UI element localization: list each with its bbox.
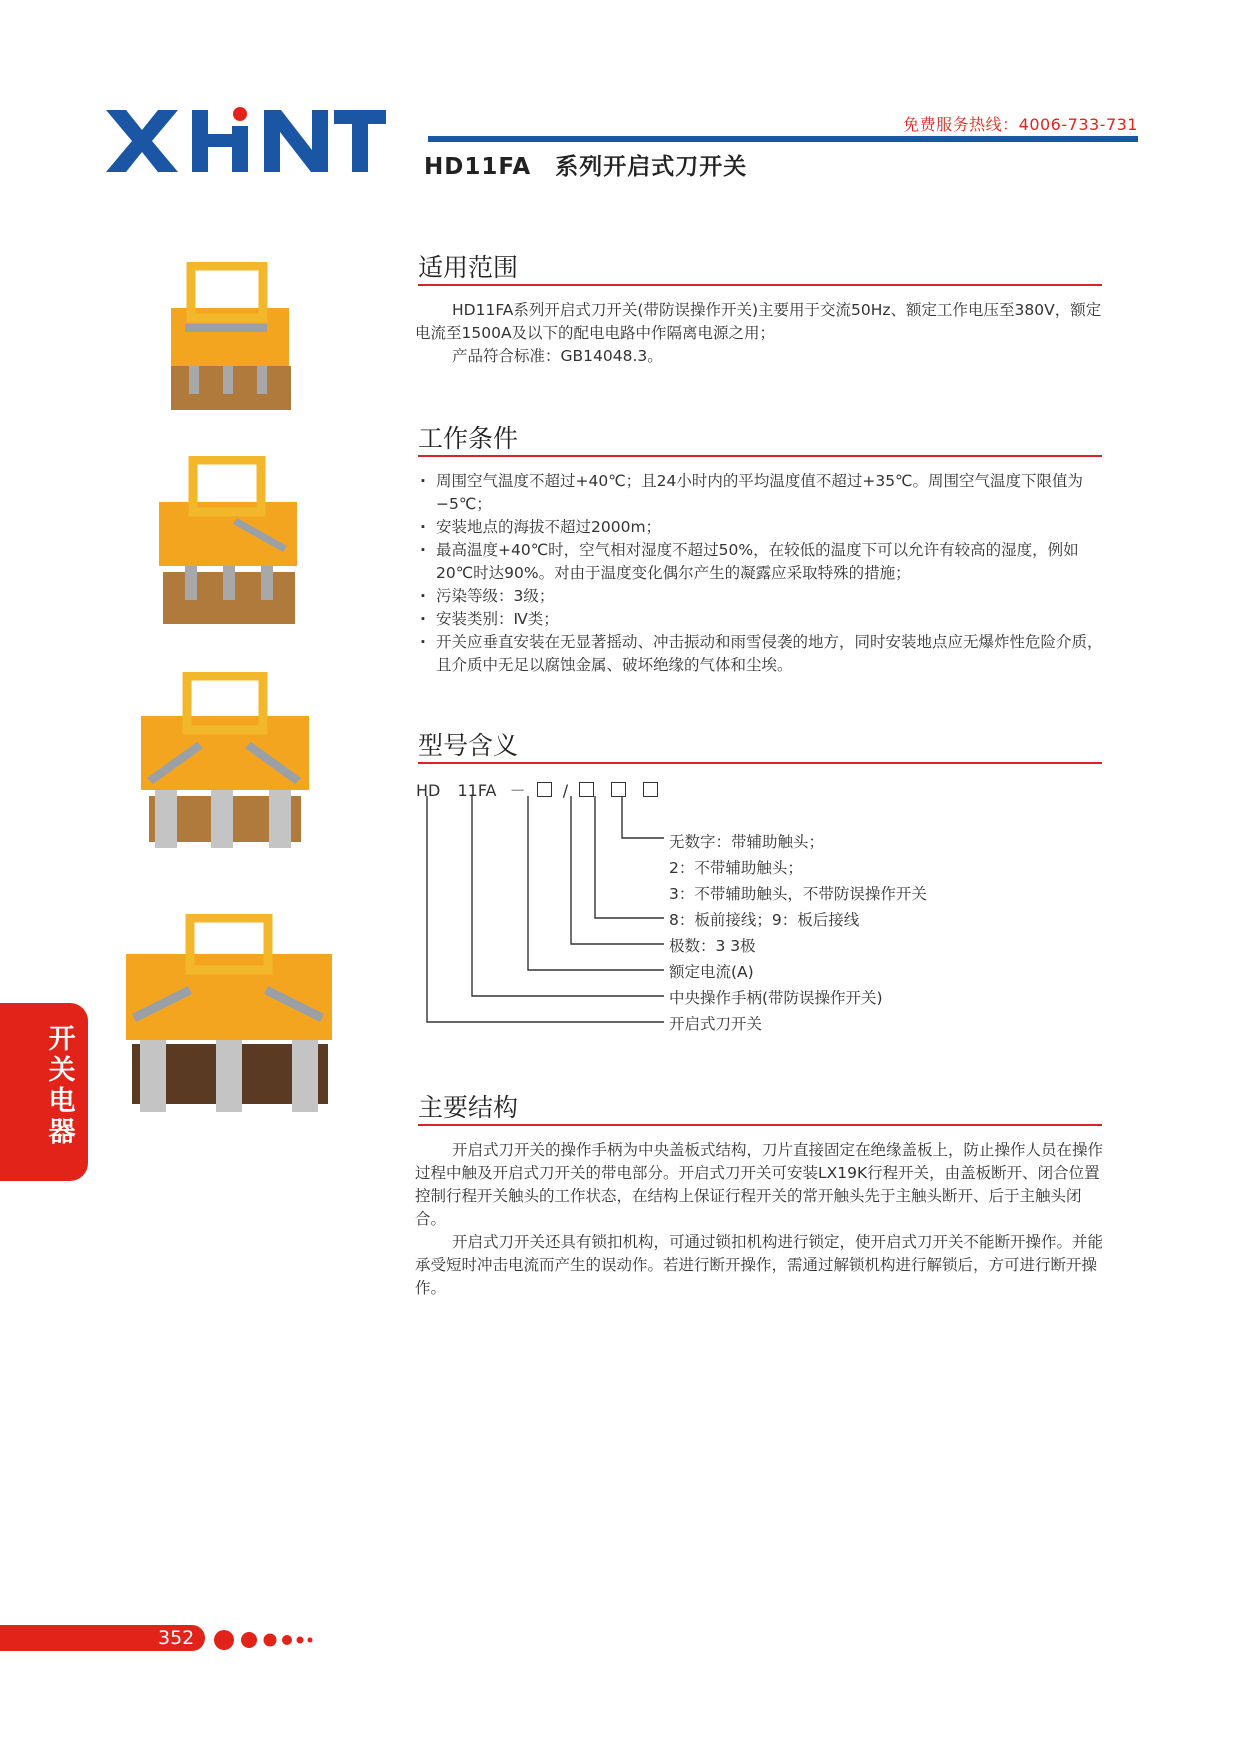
category-tab-label: 开关电器 xyxy=(48,1024,76,1148)
section-title-structure: 主要结构 xyxy=(418,1093,519,1122)
knife-switch-medium-icon xyxy=(159,456,299,628)
product-photo-3 xyxy=(141,672,313,866)
model-leader-lines xyxy=(400,780,670,1030)
list-item: · 周围空气温度不超过+40℃；且24小时内的平均温度值不超过+35℃。周围空气温度下限值为−5℃； xyxy=(418,470,1108,516)
product-photo-2 xyxy=(159,456,299,628)
structure-paragraph-1: 开启式刀开关的操作手柄为中央盖板式结构，刀片直接固定在绝缘盖板上，防止操作人员在操作过程中触及开启式刀开关的带电部分。开启式刀开关可安装LX19K行程开关，由盖板断开、闭合位置控制行程开关触头的工作状态，在结构上保证行程开关的常开触头先于主触头断开、后于主触头闭合。 xyxy=(415,1141,1104,1228)
scope-paragraph-1: HD11FA系列开启式刀开关(带防误操作开关)主要用于交流50Hz、额定工作电压至380V，额定电流至1500A及以下的配电电路中作隔离电源之用； xyxy=(415,301,1102,342)
product-photo-1 xyxy=(171,262,291,414)
page-number: 352 xyxy=(158,1627,195,1649)
conditions-list xyxy=(418,470,1108,677)
section-rule-conditions xyxy=(418,455,1102,457)
section-rule-model xyxy=(418,762,1102,764)
knife-switch-xlarge-icon xyxy=(126,914,334,1122)
legend-poles: 极数：3 3极 xyxy=(669,937,756,955)
service-hotline: 免费服务热线：4006-733-731 xyxy=(903,115,1138,134)
scope-paragraph-2: 产品符合标准：GB14048.3。 xyxy=(452,347,663,365)
knife-switch-large-icon xyxy=(141,672,313,866)
model-series: 11FA xyxy=(457,781,497,800)
list-item: · 污染等级：3级； xyxy=(418,585,1108,608)
section-title-conditions: 工作条件 xyxy=(418,424,519,453)
legend-handle: 中央操作手柄(带防误操作开关) xyxy=(669,989,883,1007)
model-slash: / xyxy=(562,781,569,800)
model-prefix: HD xyxy=(416,781,441,800)
model-dash: － xyxy=(509,781,526,800)
section-title-scope: 适用范围 xyxy=(418,253,519,282)
scope-text xyxy=(415,299,1105,368)
page-title: HD11FA 系列开启式刀开关 xyxy=(424,154,748,180)
structure-paragraph-2: 开启式刀开关还具有锁扣机构，可通过锁扣机构进行锁定，使开启式刀开关不能断开操作。并能承受短时冲击电流而产生的误动作。若进行断开操作，需通过解锁机构进行解锁后，方可进行断开操作。 xyxy=(415,1233,1104,1297)
legend-aux: 无数字：带辅助触头； xyxy=(669,833,825,851)
structure-text xyxy=(415,1139,1105,1300)
xhnt-logo xyxy=(104,104,388,178)
section-rule-scope xyxy=(418,284,1102,286)
legend-rated-current: 额定电流(A) xyxy=(669,963,754,981)
legend-no-aux: 2：不带辅助触头； xyxy=(669,859,803,877)
list-item: · 安装类别：Ⅳ类； xyxy=(418,608,1108,631)
list-item: · 最高温度+40℃时，空气相对湿度不超过50%，在较低的温度下可以允许有较高的湿度，例如20℃时达90%。对由于温度变化偶尔产生的凝露应采取特殊的措施； xyxy=(418,539,1108,585)
legend-wiring: 8：板前接线；9：板后接线 xyxy=(669,911,860,929)
footer-dots-decoration xyxy=(213,1629,323,1651)
knife-switch-small-icon xyxy=(171,262,291,414)
header-rule xyxy=(428,136,1138,142)
list-item: · 开关应垂直安装在无显著摇动、冲击振动和雨雪侵袭的地方，同时安装地点应无爆炸性危险介质，且介质中无足以腐蚀金属、破坏绝缘的气体和尘埃。 xyxy=(418,631,1108,677)
list-item: · 安装地点的海拔不超过2000m； xyxy=(418,516,1108,539)
legend-no-aux-no-interlock: 3：不带辅助触头，不带防误操作开关 xyxy=(669,885,927,903)
section-title-model: 型号含义 xyxy=(418,731,519,760)
product-photo-4 xyxy=(126,914,334,1122)
section-rule-structure xyxy=(418,1124,1102,1126)
legend-switch-type: 开启式刀开关 xyxy=(669,1015,763,1033)
